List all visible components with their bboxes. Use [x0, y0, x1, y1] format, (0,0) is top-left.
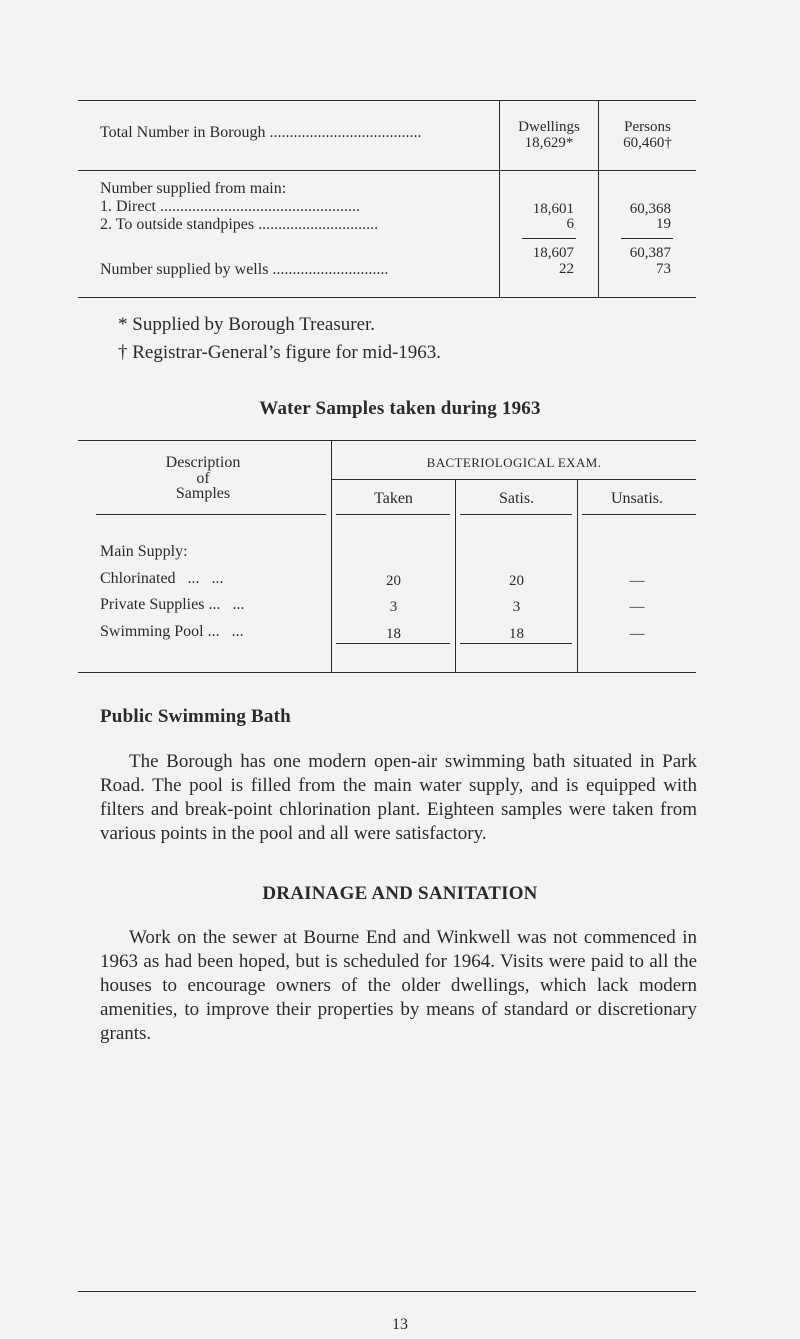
desc-header-line1: Description [165, 454, 241, 471]
main-supply-group-label: Main Supply: [100, 543, 188, 560]
table-row-taken: 20 [386, 573, 401, 589]
samples-top-rule [78, 440, 696, 441]
dwellings-total: 18,629* [524, 135, 574, 151]
direct-label: 1. Direct .................................................. [100, 198, 360, 215]
dwellings-header: Dwellings [518, 119, 580, 135]
row-rule-satis [460, 643, 572, 644]
swimming-bath-heading: Public Swimming Bath [100, 706, 291, 727]
samples-header-rule-satis [460, 514, 572, 515]
samples-header-rule-desc [96, 514, 326, 515]
table-row-satis: 3 [512, 599, 521, 615]
table-row-satis: 18 [509, 626, 524, 642]
table-row-unsatis: — [629, 573, 645, 589]
wells-persons: 73 [656, 261, 671, 277]
page-bottom-rule [78, 1291, 696, 1292]
footnote-registrar-general: † Registrar-General’s figure for mid-1963. [118, 342, 442, 363]
table-row-taken: 3 [389, 599, 398, 615]
subtotal-rule-persons [621, 238, 673, 239]
swimming-bath-paragraph: The Borough has one modern open-air swimming bath situated in Park Road. The pool is filled from the main water supply, and is equipped with filters and break-point chlorination plant. Eighteen samples were taken from various points in the pool and all were satisfactory. [100, 751, 697, 844]
water-samples-title: Water Samples taken during 1963 [259, 398, 541, 419]
persons-total: 60,460† [623, 135, 672, 151]
table-top-rule [78, 100, 696, 101]
table-row-taken: 18 [386, 626, 401, 642]
direct-persons: 60,368 [629, 201, 671, 217]
samples-header-rule-taken [336, 514, 450, 515]
desc-header-line2: of [196, 470, 210, 487]
row-rule-taken [336, 643, 450, 644]
direct-dwellings: 18,601 [532, 201, 574, 217]
subtotal-dwellings: 18,607 [532, 245, 574, 261]
table-row-label: Private Supplies ... ... [100, 596, 245, 613]
samples-bottom-rule [78, 672, 696, 673]
table-row-label: Swimming Pool ... ... [100, 623, 244, 640]
table-row-label: Chlorinated ... ... [100, 570, 224, 587]
table-header-rule [78, 170, 696, 171]
col-header-unsatis: Unsatis. [611, 490, 663, 507]
persons-header: Persons [624, 119, 671, 135]
samples-header-rule-unsatis [582, 514, 696, 515]
drainage-sanitation-paragraph: Work on the sewer at Bourne End and Winkwell was not commenced in 1963 as had been hoped, but is scheduled for 1964. Visits were paid to all the houses to encourage owners of the older dwellings, which lack modern amenities, to improve their properties by means of standard or discretionary grants. [100, 927, 697, 1044]
standpipes-dwellings: 6 [566, 216, 574, 232]
samples-exam-subrule [331, 479, 696, 480]
subtotal-rule-dwellings [522, 238, 576, 239]
wells-label: Number supplied by wells ............................. [100, 261, 389, 278]
col-header-satis: Satis. [498, 490, 535, 507]
standpipes-persons: 19 [656, 216, 671, 232]
supplied-from-main-label: Number supplied from main: [100, 180, 287, 197]
wells-dwellings: 22 [559, 261, 574, 277]
col-header-taken: Taken [374, 490, 413, 507]
total-label: Total Number in Borough ...................................... [100, 124, 422, 141]
desc-header-line3: Samples [175, 485, 231, 502]
table-row-satis: 20 [509, 573, 524, 589]
subtotal-persons: 60,387 [629, 245, 671, 261]
table-row-unsatis: — [629, 626, 645, 642]
bacteriological-exam-header: BACTERIOLOGICAL EXAM. [426, 455, 602, 470]
table-row-unsatis: — [629, 599, 645, 615]
page-number: 13 [392, 1316, 408, 1333]
footnote-supplied-by-treasurer: * Supplied by Borough Treasurer. [118, 314, 376, 335]
drainage-sanitation-heading: DRAINAGE AND SANITATION [262, 883, 538, 904]
table-bottom-rule [78, 297, 696, 298]
standpipes-label: 2. To outside standpipes .............................. [100, 216, 379, 233]
